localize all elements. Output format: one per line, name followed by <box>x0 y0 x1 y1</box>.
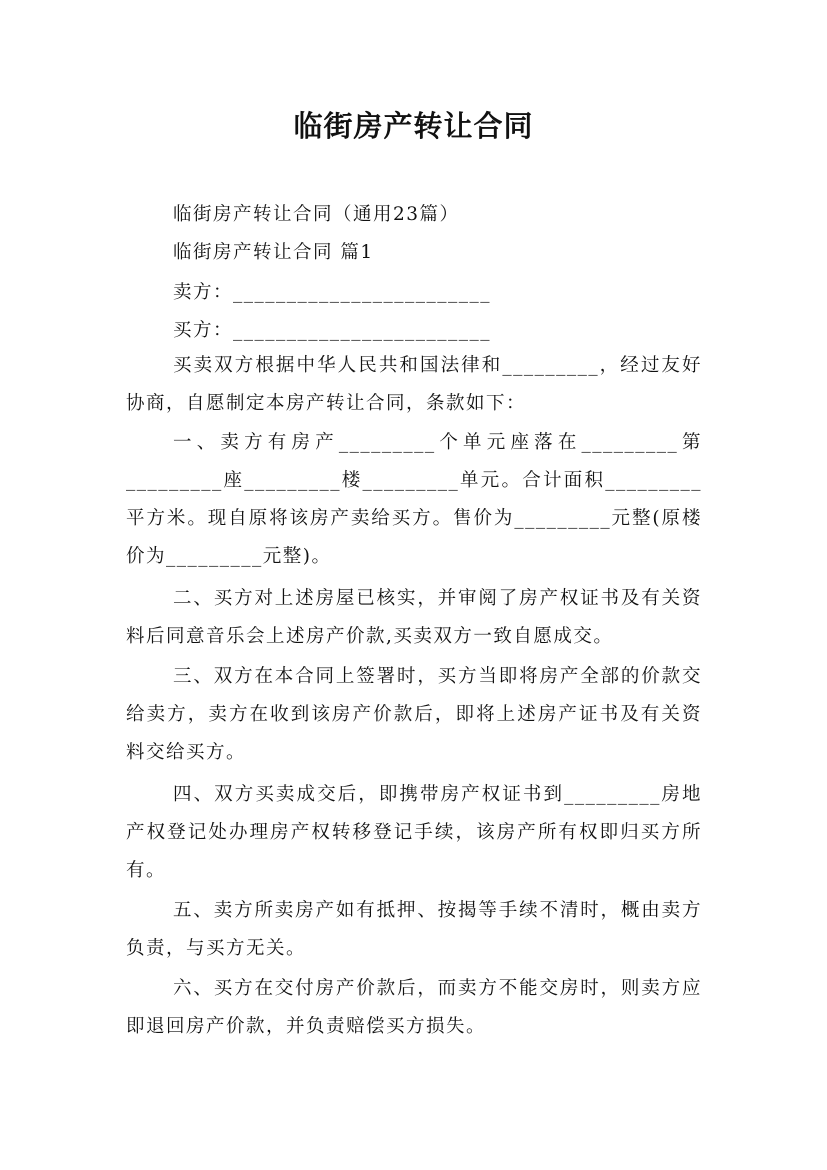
intro-paragraph: 买卖双方根据中华人民共和国法律和_________，经过友好协商，自愿制定本房产转让合同，条款如下： <box>126 355 702 414</box>
section-heading: 临街房产转让合同 篇1 <box>173 242 374 263</box>
seller-line: 卖方：________________________ <box>173 282 492 303</box>
clause-1: 一、卖方有房产_________个单元座落在_________第_________座_________楼_________单元。合计面积_________平方米。现自原将该房产卖给买方。售价为_________元整(原楼价为_________元整)。 <box>126 432 702 567</box>
clause-6: 六、买方在交付房产价款后，而卖方不能交房时，则卖方应即退回房产价款，并负责赔偿买方损失。 <box>126 978 702 1037</box>
clause-5: 五、卖方所卖房产如有抵押、按揭等手续不清时，概由卖方负责，与买方无关。 <box>126 900 702 959</box>
clause-3: 三、双方在本合同上签署时，买方当即将房产全部的价款交给卖方，卖方在收到该房产价款后，即将上述房产证书及有关资料交给买方。 <box>126 666 702 763</box>
buyer-line: 买方：________________________ <box>173 320 492 341</box>
document-title: 临街房产转让合同 <box>293 109 534 143</box>
clause-4: 四、双方买卖成交后，即携带房产权证书到_________房地产权登记处办理房产权转移登记手续，该房产所有权即归买方所有。 <box>126 784 702 881</box>
clause-2: 二、买方对上述房屋已核实，并审阅了房产权证书及有关资料后同意音乐会上述房产价款,买卖双方一致自愿成交。 <box>126 588 702 647</box>
document-subtitle: 临街房产转让合同（通用23篇） <box>173 204 460 225</box>
